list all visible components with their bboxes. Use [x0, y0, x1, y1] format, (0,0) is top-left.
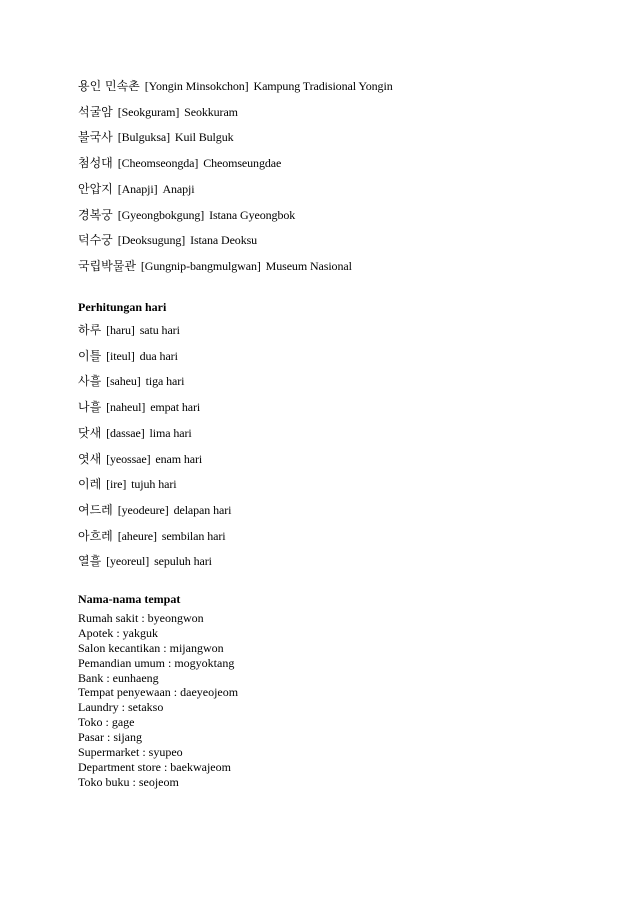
korean-term: 아흐레: [78, 528, 113, 543]
locations-heading: Nama-nama tempat: [78, 592, 181, 606]
translation: Seokkuram: [184, 104, 238, 119]
list-item: [78, 182, 195, 196]
korean-term: 엿새: [78, 451, 102, 466]
translation: tiga hari: [145, 374, 185, 389]
romanization: [yeodeure]: [117, 502, 169, 517]
translation: Istana Deoksu: [190, 233, 258, 248]
translation: enam hari: [155, 451, 203, 466]
translation: dua hari: [139, 348, 178, 363]
list-item: [78, 477, 176, 491]
list-item: Toko : gage: [78, 715, 135, 730]
translation: sepuluh hari: [154, 554, 212, 569]
translation: Kampung Tradisional Yongin: [253, 79, 393, 93]
translation: tujuh hari: [131, 477, 177, 492]
list-item: Bank : eunhaeng: [78, 670, 159, 685]
korean-term: 사흘: [78, 374, 102, 389]
list-item: [78, 130, 234, 144]
list-item: Toko buku : seojeom: [78, 774, 179, 789]
romanization: [Cheomseongda]: [117, 156, 199, 171]
romanization: [ire]: [106, 477, 127, 492]
romanization: [aheure]: [117, 528, 157, 543]
korean-term: 나흘: [78, 400, 102, 415]
list-item: [78, 400, 200, 414]
korean-term: 석굴암: [78, 104, 113, 119]
list-item: [78, 323, 180, 337]
romanization: [iteul]: [106, 348, 135, 363]
list-item: Pasar : sijang: [78, 730, 142, 745]
romanization: [naheul]: [106, 400, 146, 415]
translation: Anapji: [162, 181, 195, 196]
romanization: [haru]: [106, 323, 135, 337]
list-item: [78, 503, 231, 517]
korean-term: 용인 민속촌: [78, 79, 140, 93]
list-item: [78, 349, 178, 363]
romanization: [Bulguksa]: [117, 130, 171, 145]
korean-term: 여드레: [78, 502, 113, 517]
translation: sembilan hari: [161, 528, 226, 543]
list-item: [78, 156, 281, 170]
korean-term: 하루: [78, 323, 102, 337]
romanization: [Anapji]: [117, 181, 158, 196]
list-item: [78, 529, 225, 543]
korean-term: 불국사: [78, 130, 113, 145]
korean-term: 열흘: [78, 554, 102, 569]
list-item: Department store : baekwajeom: [78, 759, 231, 774]
translation: empat hari: [150, 400, 201, 415]
translation: Museum Nasional: [265, 258, 352, 273]
list-item: [78, 259, 352, 273]
korean-term: 국립박물관: [78, 258, 136, 273]
list-item: Salon kecantikan : mijangwon: [78, 640, 224, 655]
romanization: [dassae]: [106, 425, 145, 440]
list-item: Apotek : yakguk: [78, 625, 158, 640]
list-item: [78, 374, 184, 388]
list-item: [78, 208, 295, 222]
korean-term: 이틀: [78, 348, 102, 363]
romanization: [saheu]: [106, 374, 141, 389]
list-item: [78, 105, 238, 119]
romanization: [yeoreul]: [106, 554, 150, 569]
list-item: [78, 426, 192, 440]
translation: Cheomseungdae: [203, 156, 282, 171]
korean-term: 이레: [78, 477, 102, 492]
list-item: Laundry : setakso: [78, 700, 164, 715]
list-item: Rumah sakit : byeongwon: [78, 611, 204, 625]
list-item: [78, 233, 257, 247]
locations-list: [78, 611, 238, 790]
translation: Istana Gyeongbok: [209, 207, 296, 222]
translation: Kuil Bulguk: [174, 130, 234, 145]
romanization: [Gungnip-bangmulgwan]: [140, 258, 261, 273]
korean-term: 안압지: [78, 181, 113, 196]
translation: satu hari: [139, 323, 180, 337]
list-item: Tempat penyewaan : daeyeojeom: [78, 685, 239, 700]
list-item: [78, 79, 393, 93]
romanization: [Deoksugung]: [117, 233, 186, 248]
romanization: [Yongin Minsokchon]: [144, 79, 249, 93]
romanization: [Seokguram]: [117, 104, 180, 119]
days-heading: Perhitungan hari: [78, 300, 167, 314]
translation: lima hari: [149, 425, 192, 440]
list-item: [78, 554, 212, 568]
korean-term: 첨성대: [78, 156, 113, 171]
korean-term: 덕수궁: [78, 233, 113, 248]
list-item: [78, 452, 202, 466]
korean-term: 경복궁: [78, 207, 113, 222]
list-item: Supermarket : syupeo: [78, 745, 183, 760]
romanization: [yeossae]: [106, 451, 151, 466]
list-item: Pemandian umum : mogyoktang: [78, 655, 235, 670]
translation: delapan hari: [173, 502, 232, 517]
korean-term: 닷새: [78, 425, 102, 440]
romanization: [Gyeongbokgung]: [117, 207, 205, 222]
